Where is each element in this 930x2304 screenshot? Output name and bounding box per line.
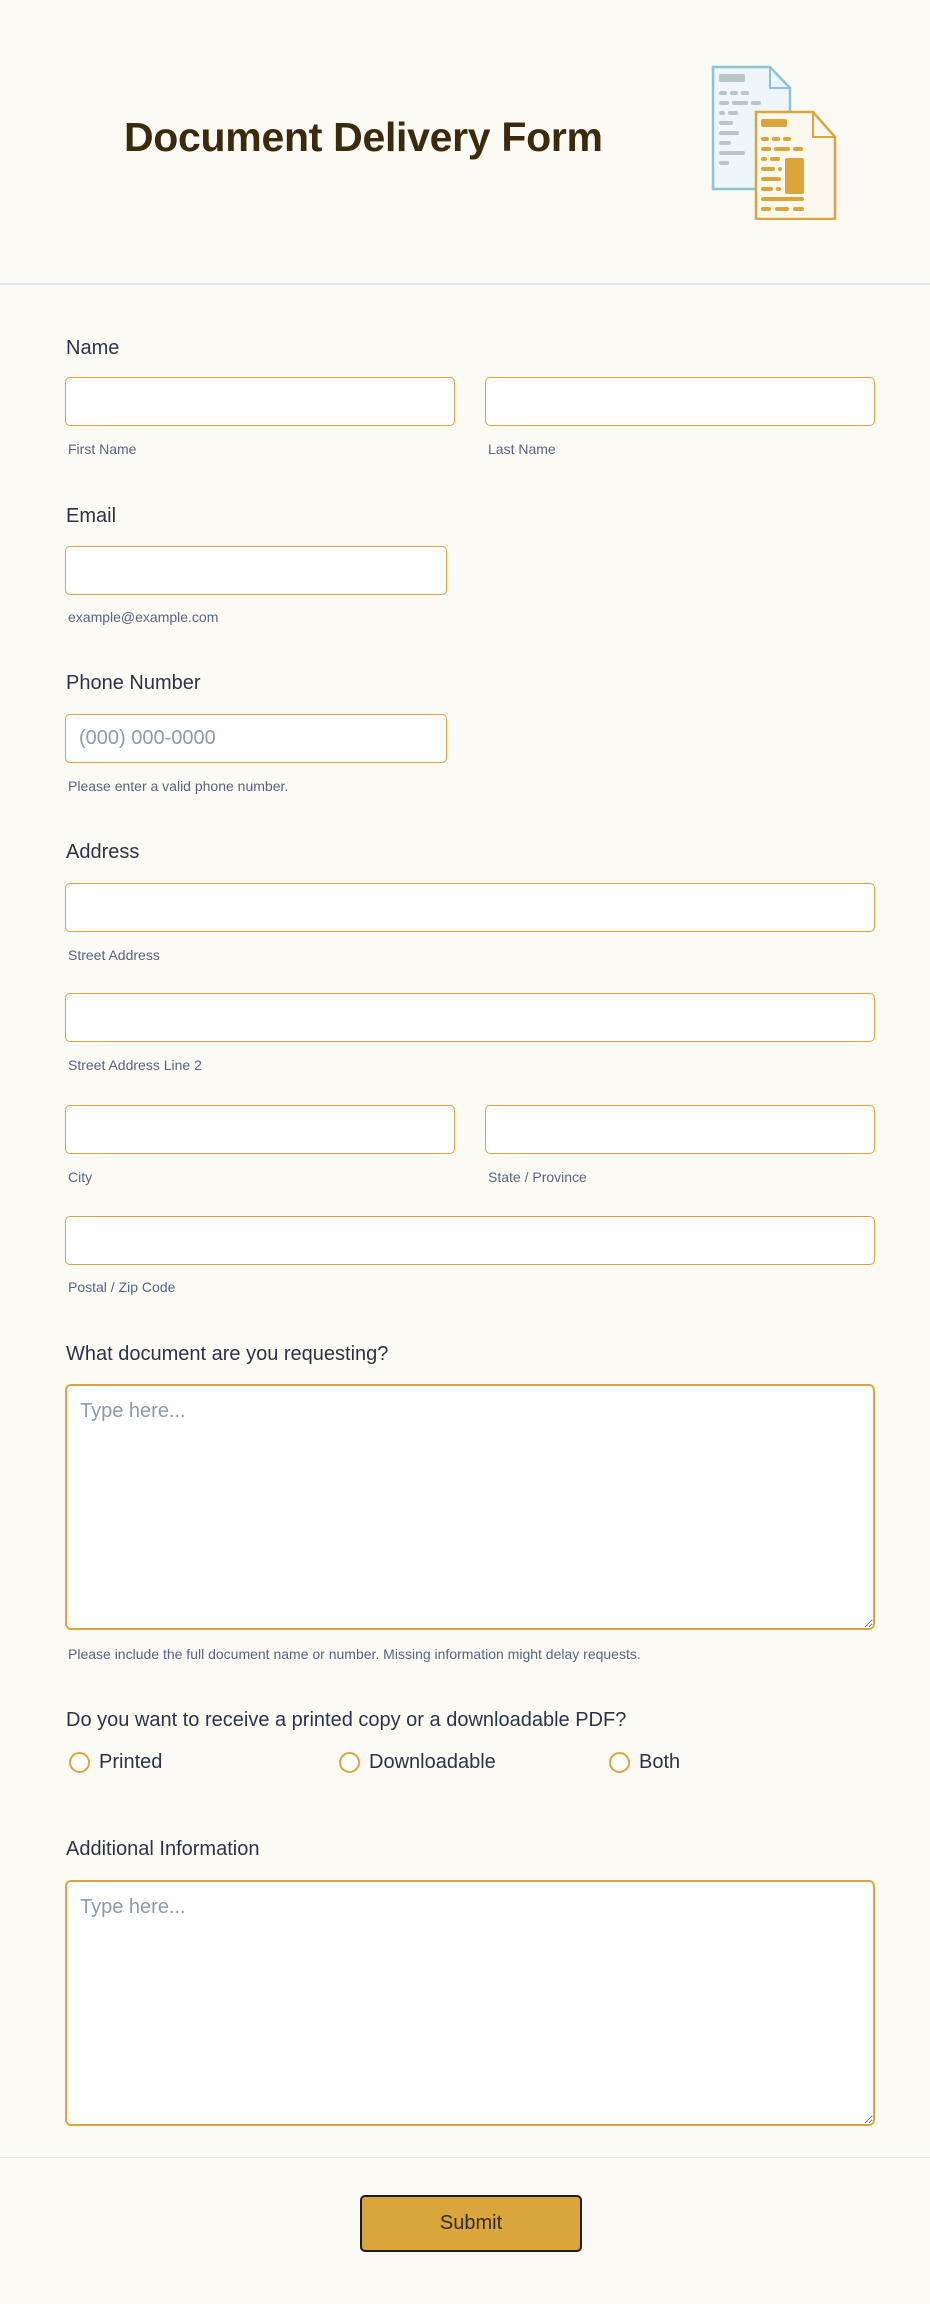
header-divider: [0, 283, 930, 285]
page-title: Document Delivery Form: [124, 114, 603, 160]
email-sublabel: example@example.com: [68, 609, 219, 625]
radio-both[interactable]: [609, 1751, 680, 1774]
last-name-input[interactable]: [485, 377, 875, 426]
document-sublabel: Please include the full document name or number. Missing information might delay requests.: [68, 1646, 641, 1662]
radio-label: Printed: [99, 1751, 163, 1773]
state-input[interactable]: [485, 1105, 875, 1154]
document-label: What document are you requesting?: [66, 1343, 389, 1365]
document-textarea[interactable]: [65, 1384, 875, 1630]
radio-printed[interactable]: [69, 1751, 162, 1774]
first-name-sublabel: First Name: [68, 441, 137, 457]
email-label: Email: [66, 505, 117, 527]
radio-label: Both: [639, 1751, 681, 1773]
postal-code-sublabel: Postal / Zip Code: [68, 1279, 176, 1295]
city-input[interactable]: [65, 1105, 455, 1154]
radio-circle-icon[interactable]: [339, 1752, 360, 1773]
phone-input[interactable]: [65, 714, 447, 763]
street-address-sublabel: Street Address: [68, 947, 160, 963]
additional-info-textarea[interactable]: [65, 1880, 875, 2126]
postal-code-input[interactable]: [65, 1216, 875, 1265]
submit-button[interactable]: Submit: [360, 2195, 582, 2252]
street-address-input[interactable]: [65, 883, 875, 932]
format-label: Do you want to receive a printed copy or a downloadable PDF?: [66, 1709, 627, 1731]
address-label: Address: [66, 841, 140, 863]
email-input[interactable]: [65, 546, 447, 595]
phone-sublabel: Please enter a valid phone number.: [68, 778, 289, 794]
radio-downloadable[interactable]: [339, 1751, 496, 1774]
street-address-line2-sublabel: Street Address Line 2: [68, 1057, 202, 1073]
documents-icon: [710, 64, 840, 220]
first-name-input[interactable]: [65, 377, 455, 426]
phone-label: Phone Number: [66, 672, 201, 694]
name-label: Name: [66, 337, 120, 359]
radio-circle-icon[interactable]: [69, 1752, 90, 1773]
radio-circle-icon[interactable]: [609, 1752, 630, 1773]
footer-divider: [0, 2157, 930, 2158]
city-sublabel: City: [68, 1169, 93, 1185]
last-name-sublabel: Last Name: [488, 441, 556, 457]
additional-info-label: Additional Information: [66, 1838, 260, 1860]
state-sublabel: State / Province: [488, 1169, 587, 1185]
radio-label: Downloadable: [369, 1751, 496, 1773]
street-address-line2-input[interactable]: [65, 993, 875, 1042]
